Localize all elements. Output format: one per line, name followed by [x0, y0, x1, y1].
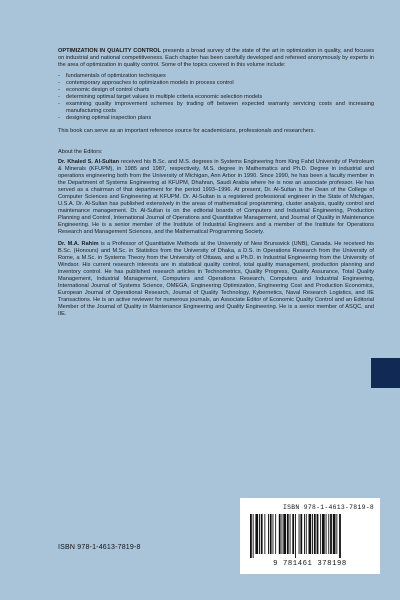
- topic-text: fundamentals of optimization techniques: [66, 73, 166, 79]
- about-editors-heading: About the Editors:: [58, 149, 103, 155]
- topics-list: [58, 73, 374, 122]
- editor-bio-text: is a Professor of Quantitative Methods at the University of New Brunswick (UNB), Canada. He received his B.Sc. (Honours) and M.Sc. in Statistics from the University of Dhaka, a D.S. in Operations Research from the University of Rome, a M.Sc. in Systems Theory from the University of Ottawa, and a Ph.D. in Industrial Engineering from the University of Windsor. His current research interests are in statistical quality control, total quality management, production planning and inventory control. He has published research articles in Technometrics, Quality Progress, Quality Assurance, Total Quality Management, Industrial Management, Computers and Operations Research, Computers and Industrial Engineering, International Journal of Systems Science, OMEGA, Engineering Optimization, Engineering Cost and Production Economics, European Journal of Operational Research, Journal of Quality Technology, Kybernetics, Naval Research Logistics, and IIE Transactions. He is an active reviewer for numerous journals, an Associate Editor of Economic Quality Control and an Editorial Member of the Journal of Quality in Maintenance Engineering and Quality Engineering. He is a senior member of ASQC, and IIE.: [58, 241, 374, 317]
- topic-text: designing optimal inspection plans: [66, 115, 152, 121]
- list-item: - determining optimal target values in multiple criteria economic selection models: [58, 94, 263, 100]
- intro-body: presents a broad survey of the state of the art in optimization in quality, and focuses on industrial and national competitiveness. Each chapter has been carefully developed and refereed anonymously by experts in the area of optimization in quality control. Some of the topics covered in this volume include:: [58, 48, 374, 68]
- spine-stripe: [371, 358, 400, 388]
- topic-text: examining quality improvement schemes by trading off between expected warranty servicing costs and increasing manufacturing costs: [66, 101, 374, 114]
- list-item: - economic design of control charts: [58, 87, 150, 93]
- editor-bio-text: received his B.Sc. and M.S. degrees in Systems Engineering from King Fahd University of Petroleum & Minerals (KFUPM), in 1985 and 1987, respectively, M.S. degree in Mathematics and Ph.D. Degree in industrial and operations engineering both from the University of Michigan, Ann Arbor in 1990. Since 1990, he has been a faculty member in the Department of Systems Engineering at KFUPM, Dhahran, Saudi Arabia where he is now an associate professor. He has served as a chairman of that department for the period 1993–1996. At present, Dr. Al-Sultan is the Dean of the College of Computer Sciences and Engineering at KFUPM. Dr. Al-Sultan is a registered professional engineer in the State of Michigan, U.S.A. Dr. Al-Sultan has published extensively in the areas of mathematical programming, cluster analysis, quality control and maintenance management. Dr. Al-Sultan is on the editorial boards of Computers and Industrial Engineering, Production Planning and Control, International Journal of Operations and Quantitative Management, and Journal of Quality in Maintenance Engineering. He is a senior member of the Institute of Industrial Engineers and a member of the Institute for Operations Research and Management Sciences, and the Mathematical Programming Society.: [58, 159, 374, 235]
- editor-name: Dr. M.A. Rahim: [58, 241, 99, 247]
- topic-text: determining optimal target values in multiple criteria economic selection models: [66, 94, 263, 100]
- book-title: OPTIMIZATION IN QUALITY CONTROL: [58, 48, 161, 54]
- barcode-bars: [250, 514, 370, 558]
- editor-bio-al-sultan: [58, 159, 374, 236]
- topic-text: contemporary approaches to optimization models in process control: [66, 80, 234, 86]
- cover-text: [58, 48, 374, 323]
- list-item: - fundamentals of optimization techniques: [58, 73, 166, 79]
- topic-text: economic design of control charts: [66, 87, 150, 93]
- editor-bio-rahim: [58, 241, 374, 318]
- editor-name: Dr. Khaled S. Al-Sultan: [58, 159, 120, 165]
- barcode-digits: 9 781461 378198: [273, 560, 347, 568]
- list-item: - contemporary approaches to optimization models in process control: [58, 80, 234, 86]
- intro-paragraph: [58, 48, 374, 69]
- closing-paragraph: This book can serve as an important reference source for academicians, professionals and researchers.: [58, 128, 316, 134]
- barcode-isbn: ISBN 978-1-4613-7819-8: [283, 504, 374, 511]
- barcode-panel: [240, 498, 380, 574]
- list-item: - examining quality improvement schemes by trading off between expected warranty servicing costs and increasing manufacturing costs: [58, 101, 374, 114]
- isbn-label: ISBN 978-1-4613-7819-8: [58, 544, 141, 551]
- list-item: - designing optimal inspection plans: [58, 115, 152, 121]
